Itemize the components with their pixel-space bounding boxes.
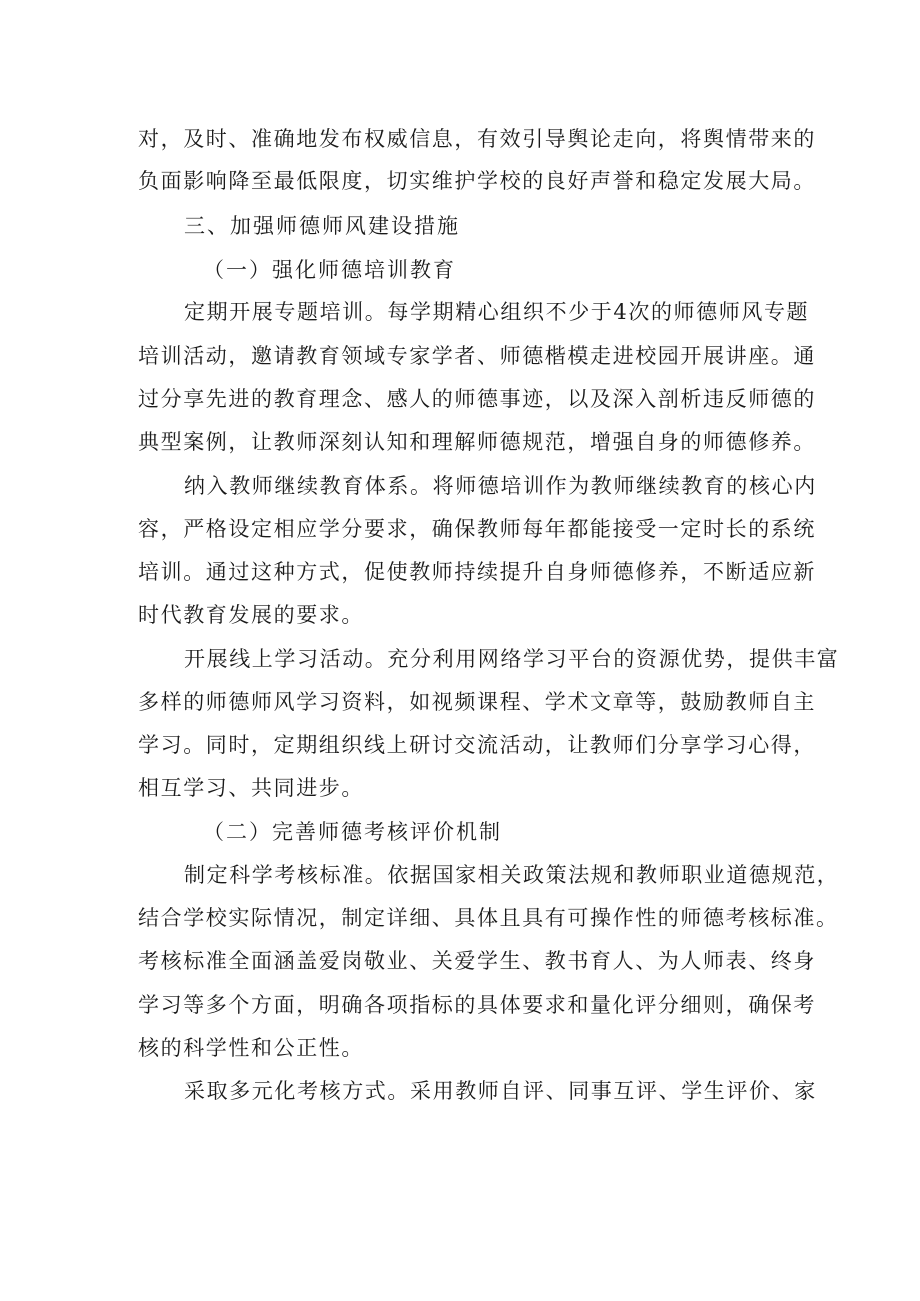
paragraph-line: 过分享先进的教育理念、感人的师德事迹，以及深入剖析违反师德的 <box>138 387 816 411</box>
paragraph-line: 培训。通过这种方式，促使教师持续提升自身师德修养，不断适应新 <box>138 560 816 584</box>
paragraph-line: 典型案例，让教师深刻认知和理解师德规范，增强自身的师德修养。 <box>138 430 816 454</box>
paragraph-line: 定期开展专题培训。每学期精心组织不少于4次的师德师风专题 <box>184 300 810 324</box>
paragraph-line: 开展线上学习活动。充分利用网络学习平台的资源优势，提供丰富 <box>184 647 840 671</box>
subsection-heading: （二）完善师德考核评价机制 <box>203 820 502 844</box>
paragraph-line: 结合学校实际情况，制定详细、具体且具有可操作性的师德考核标准。 <box>138 906 839 930</box>
paragraph-line: 时代教育发展的要求。 <box>138 603 364 627</box>
paragraph-line: 负面影响降至最低限度，切实维护学校的良好声誉和稳定发展大局。 <box>138 169 816 193</box>
paragraph-line: 培训活动，邀请教育领域专家学者、师德楷模走进校园开展讲座。通 <box>138 344 816 368</box>
paragraph-line: 对，及时、准确地发布权威信息，有效引导舆论走向，将舆情带来的 <box>138 127 816 151</box>
paragraph-line: 考核标准全面涵盖爱岗敬业、关爱学生、教书育人、为人师表、终身 <box>138 949 816 973</box>
paragraph-line: 核的科学性和公正性。 <box>138 1036 364 1060</box>
paragraph-line: 相互学习、共同进步。 <box>138 776 364 800</box>
paragraph-line: 纳入教师继续教育体系。将师德培训作为教师继续教育的核心内 <box>184 474 817 498</box>
paragraph-line: 采取多元化考核方式。采用教师自评、同事互评、学生评价、家 <box>184 1079 817 1103</box>
paragraph-line: 学习等多个方面，明确各项指标的具体要求和量化评分细则，确保考 <box>138 993 816 1017</box>
paragraph-line: 制定科学考核标准。依据国家相关政策法规和教师职业道德规范， <box>184 863 840 887</box>
paragraph-line: 多样的师德师风学习资料，如视频课程、学术文章等，鼓励教师自主 <box>138 690 816 714</box>
section-heading: 三、加强师德师风建设措施 <box>184 214 460 238</box>
subsection-heading: （一）强化师德培训教育 <box>203 258 456 282</box>
paragraph-line: 学习。同时，定期组织线上研讨交流活动，让教师们分享学习心得， <box>138 733 816 757</box>
paragraph-line: 容，严格设定相应学分要求，确保教师每年都能接受一定时长的系统 <box>138 517 816 541</box>
